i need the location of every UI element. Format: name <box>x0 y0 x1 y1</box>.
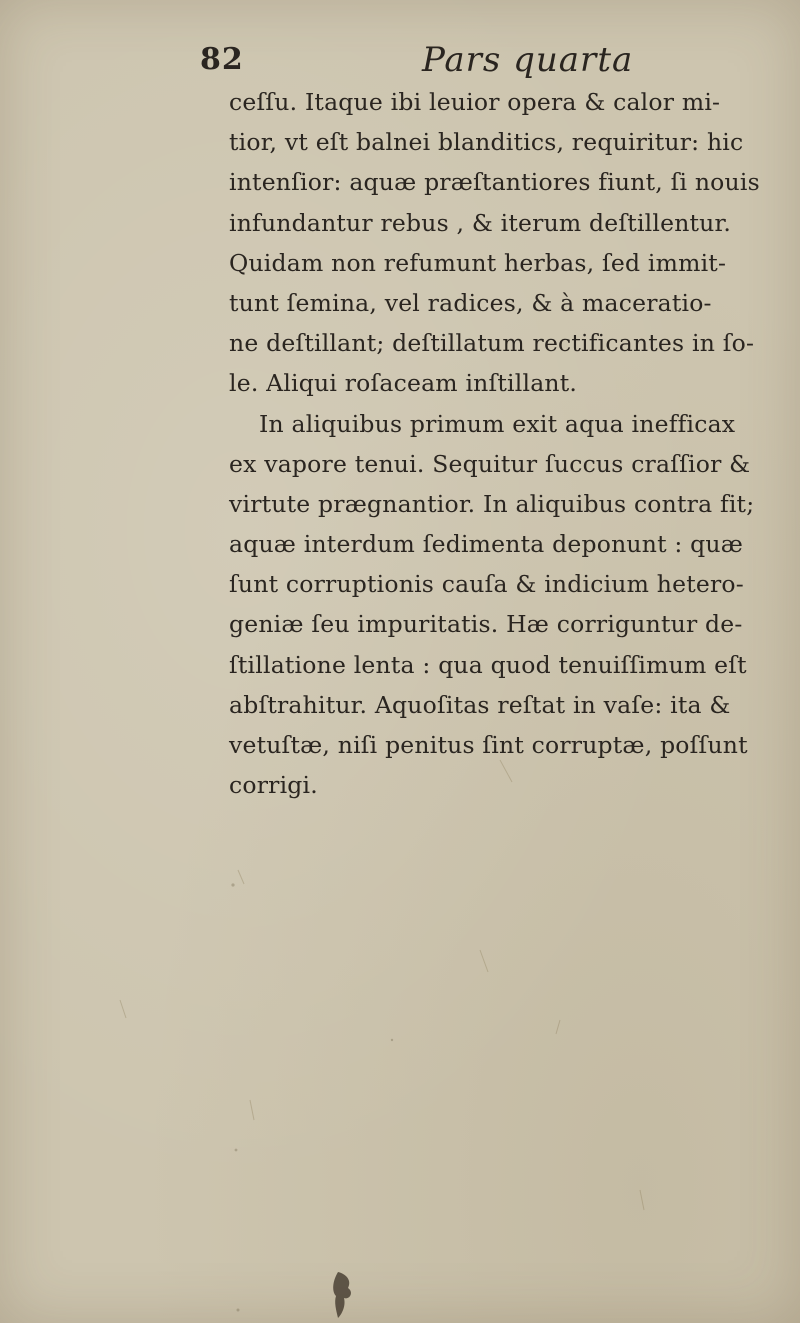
paragraph-start-line: In aliquibus primum exit aqua inefficax <box>259 409 736 438</box>
text-line: tior, vt eſt balnei blanditics, requiritur: hic <box>229 128 744 157</box>
text-line: tunt ſemina, vel radices, & à maceratio- <box>229 288 712 317</box>
text-line: vetuſtæ, niſi penitus ſint corruptæ, poſſunt <box>229 731 748 759</box>
text-line: le. Aliqui roſaceam inſtillant. <box>229 369 578 398</box>
text-line: infundantur rebus , & iterum deſtillentur. <box>229 208 732 237</box>
text-line: intenſior: aquæ præſtantiores fiunt, ſi nouis <box>229 168 760 197</box>
body-text <box>229 82 789 805</box>
text-line: corrigi. <box>229 771 318 800</box>
text-line: ne deſtillant; deſtillatum rectificantes in ſo- <box>229 329 755 358</box>
text-line: geniæ ſeu impuritatis. Hæ corriguntur de- <box>229 610 743 639</box>
text-line: Quidam non refumunt herbas, ſed immit- <box>229 248 727 277</box>
text-line: abſtrahitur. Aquoſitas reſtat in vaſe: ita & <box>229 690 731 719</box>
running-head: Pars quarta <box>422 40 634 80</box>
text-line: ſtillatione lenta : qua quod tenuiſſimum eſt <box>229 650 747 679</box>
text-line: aquæ interdum ſedimenta deponunt : quæ <box>229 530 744 559</box>
text-line: ceſſu. Itaque ibi leuior opera & calor mi- <box>229 88 721 116</box>
ink-blot-icon <box>330 1270 360 1320</box>
text-line: virtute prægnantior. In aliquibus contra fit; <box>229 489 755 518</box>
page-number: 82 <box>200 42 244 77</box>
text-line: ex vapore tenui. Sequitur ſuccus craſſior & <box>229 449 751 478</box>
text-line: ſunt corruptionis cauſa & indicium hetero- <box>229 570 744 599</box>
